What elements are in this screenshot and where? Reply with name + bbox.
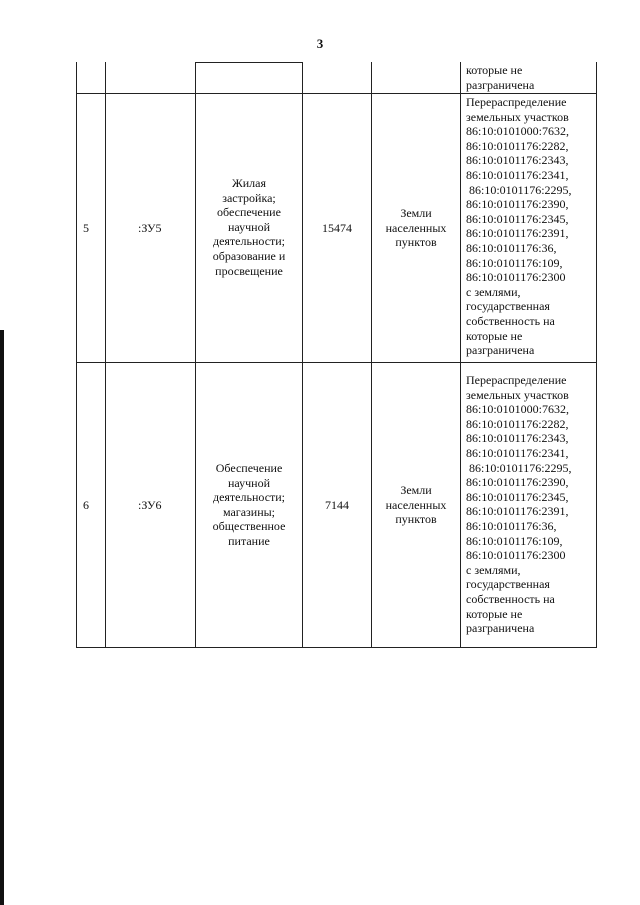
col-divider-2: [195, 62, 196, 648]
page-number: 3: [316, 36, 324, 51]
row-5-number: 5: [83, 221, 89, 235]
col-divider-5: [460, 62, 461, 648]
row-5-method: Перераспределение земельных участков 86:10:0101000:7632, 86:10:0101176:2282, 86:10:0101176:2343, 86:10:0101176:2341, 86:10:0101176:2295, 86:10:0101176:2390, 86:10:0101176:2345, 86:10:0101176:2391, 86:10:0101176:36, 86:10:0101176:109, 86:10:0101176:2300 с землями, государственная собственность на которые не разграничена: [466, 95, 572, 358]
table-border-right: [596, 62, 597, 648]
row-5-category: Земли населенных пунктов: [385, 206, 447, 250]
row-6-designation: :ЗУ6: [138, 498, 162, 512]
row-divider-top: [76, 93, 597, 94]
fragment-method-text: которые не разграничена: [466, 63, 535, 92]
row-divider-middle: [76, 362, 597, 363]
row-6-category: Земли населенных пунктов: [385, 483, 447, 527]
col-divider-4: [371, 62, 372, 648]
row-5-designation: :ЗУ5: [138, 221, 162, 235]
row-6-permitted-use: Обеспечение научной деятельности; магазины; общественное питание: [212, 461, 286, 548]
row-6-number: 6: [83, 498, 89, 512]
row-5-area: 15474: [322, 221, 352, 235]
row-6-method: Перераспределение земельных участков 86:10:0101000:7632, 86:10:0101176:2282, 86:10:0101176:2343, 86:10:0101176:2341, 86:10:0101176:2295, 86:10:0101176:2390, 86:10:0101176:2345, 86:10:0101176:2391, 86:10:0101176:36, 86:10:0101176:109, 86:10:0101176:2300 с землями, государственная собственность на которые не разграничена: [466, 373, 572, 636]
col-divider-1: [105, 62, 106, 648]
fragment-cell-top-line: [195, 62, 303, 63]
row-6-area: 7144: [325, 498, 349, 512]
table-border-bottom: [76, 647, 597, 648]
col-divider-3: [302, 62, 303, 648]
table-border-left: [76, 62, 77, 648]
row-5-permitted-use: Жилая застройка; обеспечение научной деятельности; образование и просвещение: [212, 176, 286, 278]
